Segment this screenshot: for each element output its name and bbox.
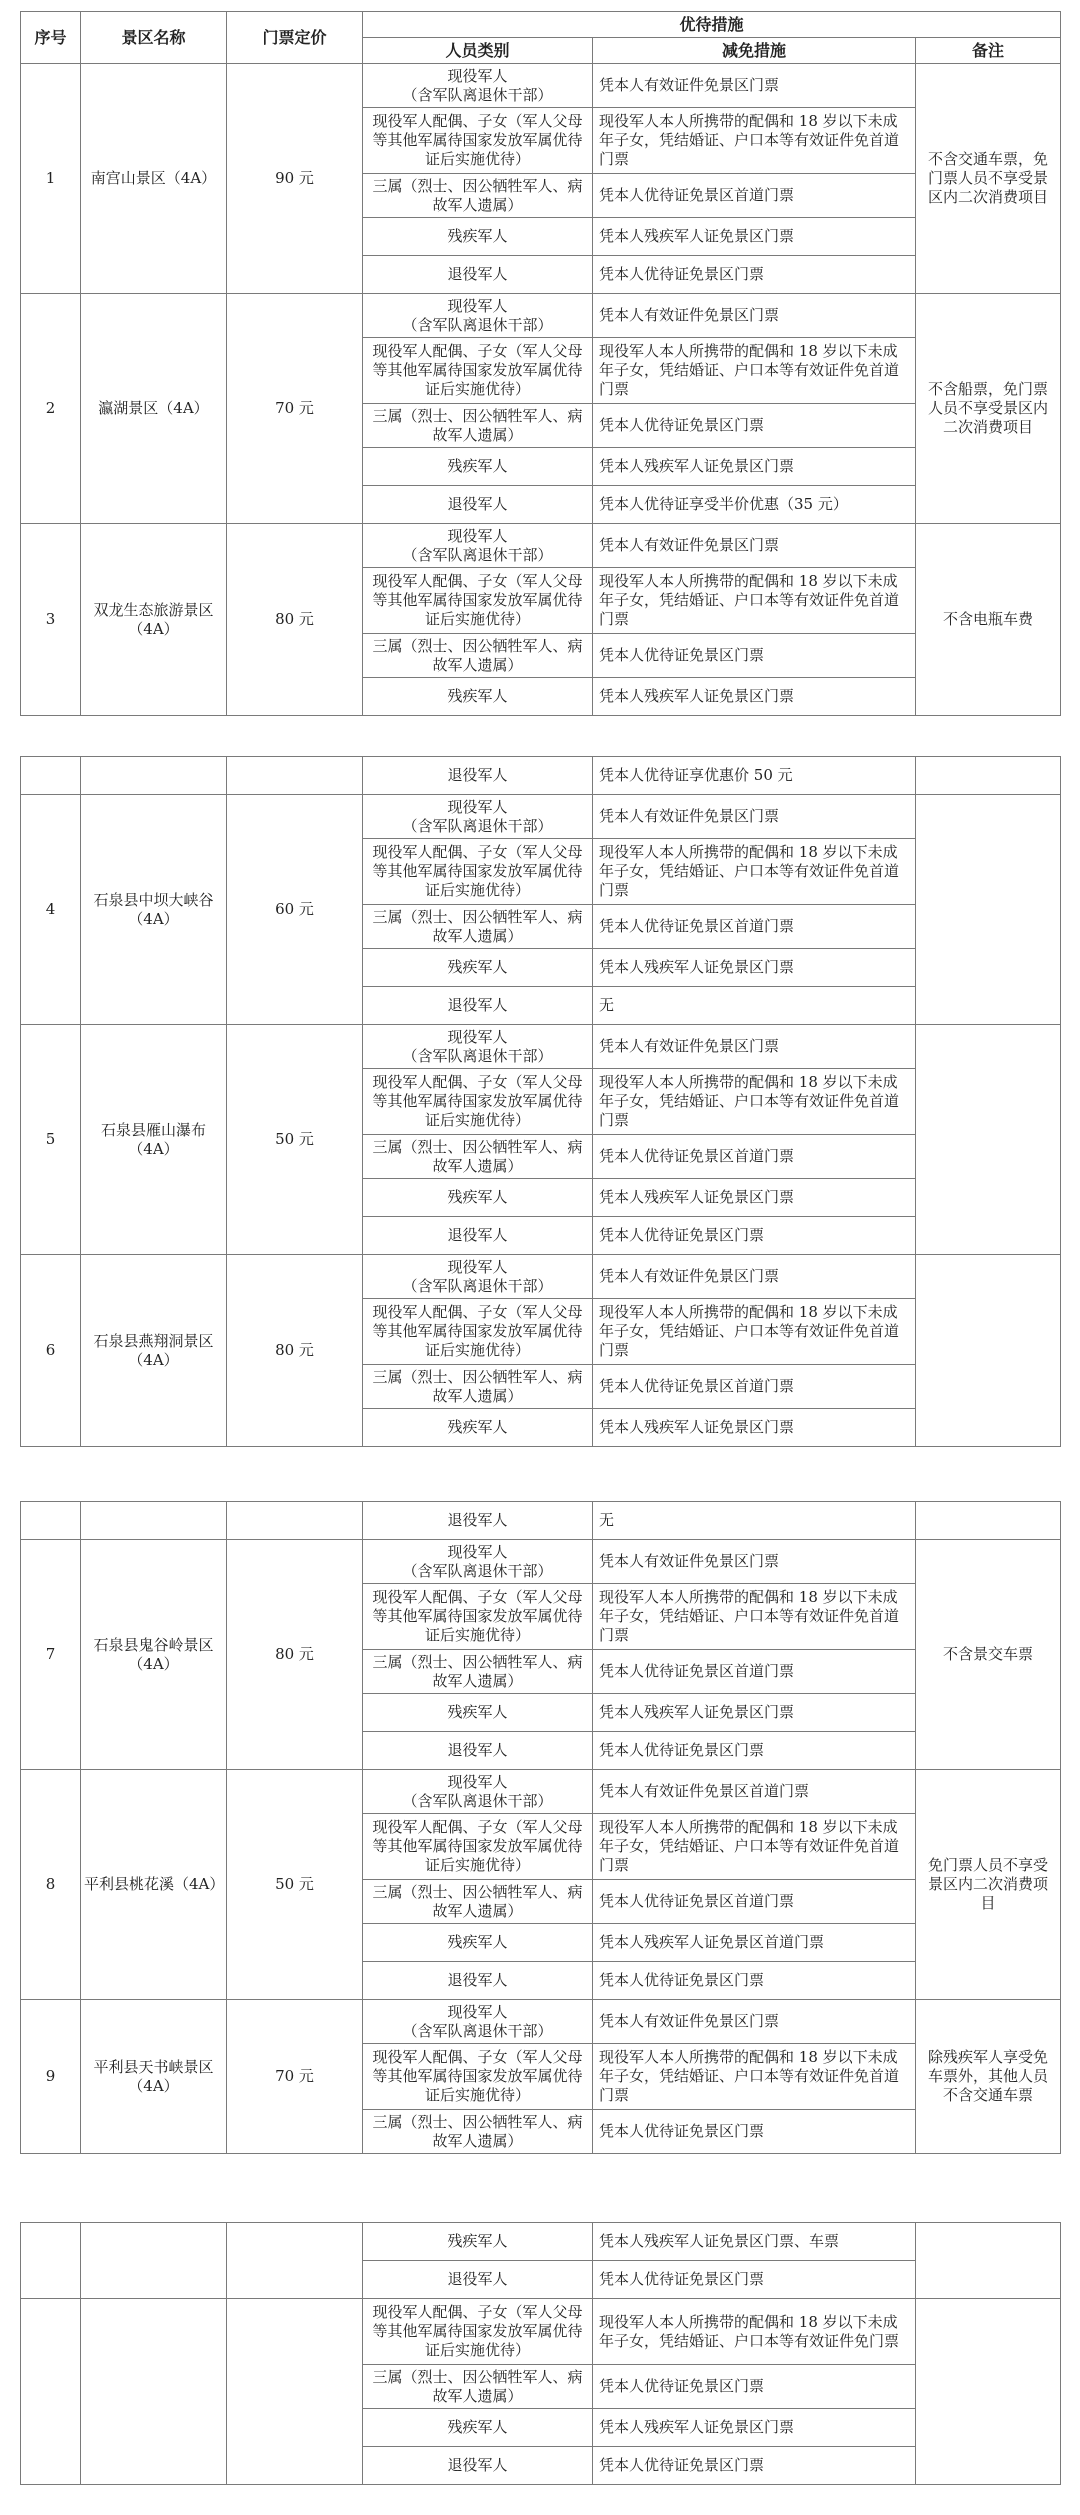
personnel-category-cell: 残疾军人 <box>363 949 593 987</box>
empty-name-cell <box>81 757 227 795</box>
empty-price-cell <box>227 2223 363 2299</box>
reduction-measure-cell: 凭本人有效证件免景区门票 <box>593 1540 916 1584</box>
personnel-category-cell: 现役军人 （含军队离退休干部） <box>363 294 593 338</box>
table-row <box>21 294 1061 338</box>
remarks-cell: 不含景交车票 <box>916 1540 1061 1770</box>
reduction-measure-cell: 凭本人有效证件免景区门票 <box>593 2000 916 2044</box>
personnel-category-cell: 现役军人 （含军队离退休干部） <box>363 64 593 108</box>
personnel-category-cell: 现役军人配偶、子女（军人父母等其他军属待国家发放军属优待证后实施优待） <box>363 2044 593 2110</box>
reduction-measure-cell: 凭本人优待证免景区门票 <box>593 2365 916 2409</box>
reduction-measure-cell: 凭本人优待证享受半价优惠（35 元） <box>593 486 916 524</box>
table-row <box>21 2000 1061 2044</box>
personnel-category-cell: 现役军人配偶、子女（军人父母等其他军属待国家发放军属优待证后实施优待） <box>363 1814 593 1880</box>
personnel-category-cell: 三属（烈士、因公牺牲军人、病故军人遗属） <box>363 404 593 448</box>
reduction-measure-cell: 凭本人优待证免景区首道门票 <box>593 1135 916 1179</box>
personnel-category-cell: 现役军人配偶、子女（军人父母等其他军属待国家发放军属优待证后实施优待） <box>363 108 593 174</box>
header-preferential-measures: 优待措施 <box>363 12 1061 38</box>
reduction-measure-cell: 凭本人有效证件免景区门票 <box>593 294 916 338</box>
personnel-category-cell: 退役军人 <box>363 1732 593 1770</box>
row-number-cell: 3 <box>21 524 81 716</box>
reduction-measure-cell: 凭本人优待证免景区门票 <box>593 2447 916 2485</box>
reduction-measure-cell: 凭本人优待证免景区门票 <box>593 1732 916 1770</box>
reduction-measure-cell: 凭本人残疾军人证免景区门票 <box>593 949 916 987</box>
reduction-measure-cell: 凭本人优待证免景区首道门票 <box>593 1650 916 1694</box>
reduction-measure-cell: 凭本人有效证件免景区门票 <box>593 1025 916 1069</box>
reduction-measure-cell: 凭本人残疾军人证免景区门票 <box>593 1179 916 1217</box>
reduction-measure-cell: 凭本人优待证免景区门票 <box>593 1962 916 2000</box>
personnel-category-cell: 现役军人配偶、子女（军人父母等其他军属待国家发放军属优待证后实施优待） <box>363 1299 593 1365</box>
personnel-category-cell: 残疾军人 <box>363 2409 593 2447</box>
reduction-measure-cell: 凭本人优待证免景区门票 <box>593 634 916 678</box>
empty-no-cell <box>21 2223 81 2299</box>
personnel-category-cell: 现役军人配偶、子女（军人父母等其他军属待国家发放军属优待证后实施优待） <box>363 2299 593 2365</box>
scenic-discount-table-page-3 <box>20 1501 1061 2154</box>
personnel-category-cell: 退役军人 <box>363 486 593 524</box>
personnel-category-cell: 现役军人配偶、子女（军人父母等其他军属待国家发放军属优待证后实施优待） <box>363 1069 593 1135</box>
reduction-measure-cell: 现役军人本人所携带的配偶和 18 岁以下未成年子女，凭结婚证、户口本等有效证件免首道门票 <box>593 108 916 174</box>
remarks-cell: 免门票人员不享受景区内二次消费项目 <box>916 1770 1061 2000</box>
ticket-price-cell: 80 元 <box>227 524 363 716</box>
reduction-measure-cell: 凭本人优待证免景区首道门票 <box>593 1365 916 1409</box>
personnel-category-cell: 退役军人 <box>363 2447 593 2485</box>
reduction-measure-cell: 无 <box>593 1502 916 1540</box>
reduction-measure-cell: 现役军人本人所携带的配偶和 18 岁以下未成年子女，凭结婚证、户口本等有效证件免首道门票 <box>593 839 916 905</box>
personnel-category-cell: 现役军人 （含军队离退休干部） <box>363 1255 593 1299</box>
reduction-measure-cell: 凭本人优待证免景区门票 <box>593 2261 916 2299</box>
reduction-measure-cell: 现役军人本人所携带的配偶和 18 岁以下未成年子女，凭结婚证、户口本等有效证件免首道门票 <box>593 1814 916 1880</box>
reduction-measure-cell: 无 <box>593 987 916 1025</box>
personnel-category-cell: 现役军人 （含军队离退休干部） <box>363 1025 593 1069</box>
header-no: 序号 <box>21 12 81 64</box>
remarks-cell: 不含船票，免门票人员不享受景区内二次消费项目 <box>916 294 1061 524</box>
personnel-category-cell: 三属（烈士、因公牺牲军人、病故军人遗属） <box>363 1365 593 1409</box>
personnel-category-cell: 退役军人 <box>363 1962 593 2000</box>
scenic-discount-table-page-1 <box>20 11 1061 716</box>
remarks-cell: 除残疾军人享受免车票外，其他人员不含交通车票 <box>916 2000 1061 2154</box>
personnel-category-cell: 现役军人 （含军队离退休干部） <box>363 795 593 839</box>
row-number-cell: 2 <box>21 294 81 524</box>
empty-note-cell <box>916 1502 1061 1540</box>
reduction-measure-cell: 凭本人有效证件免景区门票 <box>593 795 916 839</box>
ticket-price-cell: 60 元 <box>227 795 363 1025</box>
personnel-category-cell: 现役军人 （含军队离退休干部） <box>363 524 593 568</box>
scenic-name-cell: 瀛湖景区（4A） <box>81 294 227 524</box>
personnel-category-cell: 退役军人 <box>363 256 593 294</box>
scenic-name-cell: 平利县天书峡景区（4A） <box>81 2000 227 2154</box>
table-row <box>21 1025 1061 1069</box>
personnel-category-cell: 残疾军人 <box>363 1694 593 1732</box>
scenic-discount-table-page-2 <box>20 756 1061 1447</box>
scenic-name-cell: 石泉县鬼谷岭景区（4A） <box>81 1540 227 1770</box>
row-number-cell: 5 <box>21 1025 81 1255</box>
personnel-category-cell: 残疾军人 <box>363 448 593 486</box>
ticket-price-cell: 50 元 <box>227 1770 363 2000</box>
reduction-measure-cell: 凭本人优待证免景区首道门票 <box>593 905 916 949</box>
personnel-category-cell: 现役军人配偶、子女（军人父母等其他军属待国家发放军属优待证后实施优待） <box>363 1584 593 1650</box>
personnel-category-cell: 退役军人 <box>363 2261 593 2299</box>
reduction-measure-cell: 现役军人本人所携带的配偶和 18 岁以下未成年子女，凭结婚证、户口本等有效证件免首道门票 <box>593 1299 916 1365</box>
empty-note-cell <box>916 2299 1061 2485</box>
reduction-measure-cell: 凭本人有效证件免景区门票 <box>593 1255 916 1299</box>
ticket-price-cell: 90 元 <box>227 64 363 294</box>
personnel-category-cell: 三属（烈士、因公牺牲军人、病故军人遗属） <box>363 174 593 218</box>
row-number-cell: 6 <box>21 1255 81 1447</box>
scenic-name-cell: 石泉县燕翔洞景区（4A） <box>81 1255 227 1447</box>
empty-price-cell <box>227 1502 363 1540</box>
personnel-category-cell: 残疾军人 <box>363 218 593 256</box>
reduction-measure-cell: 凭本人有效证件免景区门票 <box>593 524 916 568</box>
personnel-category-cell: 残疾军人 <box>363 678 593 716</box>
table-row <box>21 1540 1061 1584</box>
remarks-cell <box>916 795 1061 1025</box>
personnel-category-cell: 三属（烈士、因公牺牲军人、病故军人遗属） <box>363 2365 593 2409</box>
reduction-measure-cell: 凭本人有效证件免景区首道门票 <box>593 1770 916 1814</box>
header-scenic-name: 景区名称 <box>81 12 227 64</box>
personnel-category-cell: 退役军人 <box>363 757 593 795</box>
ticket-price-cell: 70 元 <box>227 294 363 524</box>
remarks-cell: 不含交通车票，免门票人员不享受景区内二次消费项目 <box>916 64 1061 294</box>
scenic-name-cell: 石泉县中坝大峡谷（4A） <box>81 795 227 1025</box>
reduction-measure-cell: 凭本人优待证免景区门票 <box>593 256 916 294</box>
reduction-measure-cell: 凭本人优待证免景区首道门票 <box>593 174 916 218</box>
empty-name-cell <box>81 2223 227 2299</box>
reduction-measure-cell: 凭本人残疾军人证免景区门票 <box>593 2409 916 2447</box>
personnel-category-cell: 现役军人配偶、子女（军人父母等其他军属待国家发放军属优待证后实施优待） <box>363 568 593 634</box>
scenic-name-cell: 平利县桃花溪（4A） <box>81 1770 227 2000</box>
header-ticket-price: 门票定价 <box>227 12 363 64</box>
personnel-category-cell: 三属（烈士、因公牺牲军人、病故军人遗属） <box>363 1650 593 1694</box>
reduction-measure-cell: 凭本人优待证免景区门票 <box>593 1217 916 1255</box>
personnel-category-cell: 现役军人配偶、子女（军人父母等其他军属待国家发放军属优待证后实施优待） <box>363 338 593 404</box>
table-row <box>21 757 1061 795</box>
remarks-cell: 不含电瓶车费 <box>916 524 1061 716</box>
personnel-category-cell: 三属（烈士、因公牺牲军人、病故军人遗属） <box>363 2110 593 2154</box>
row-number-cell: 4 <box>21 795 81 1025</box>
header-reduction-measure: 减免措施 <box>593 38 916 64</box>
reduction-measure-cell: 凭本人残疾军人证免景区门票 <box>593 218 916 256</box>
personnel-category-cell: 残疾军人 <box>363 1179 593 1217</box>
row-number-cell: 7 <box>21 1540 81 1770</box>
table-row <box>21 1770 1061 1814</box>
scenic-discount-table-page-4 <box>20 2222 1061 2485</box>
personnel-category-cell: 现役军人 （含军队离退休干部） <box>363 1540 593 1584</box>
table-row <box>21 524 1061 568</box>
table-body <box>21 757 1061 1447</box>
personnel-category-cell: 退役军人 <box>363 987 593 1025</box>
ticket-price-cell: 50 元 <box>227 1025 363 1255</box>
personnel-category-cell: 三属（烈士、因公牺牲军人、病故军人遗属） <box>363 1135 593 1179</box>
table-row <box>21 2223 1061 2261</box>
personnel-category-cell: 三属（烈士、因公牺牲军人、病故军人遗属） <box>363 905 593 949</box>
table-body <box>21 1502 1061 2154</box>
reduction-measure-cell: 现役军人本人所携带的配偶和 18 岁以下未成年子女，凭结婚证、户口本等有效证件免首道门票 <box>593 338 916 404</box>
reduction-measure-cell: 现役军人本人所携带的配偶和 18 岁以下未成年子女，凭结婚证、户口本等有效证件免首道门票 <box>593 1584 916 1650</box>
reduction-measure-cell: 凭本人残疾军人证免景区门票、车票 <box>593 2223 916 2261</box>
personnel-category-cell: 残疾军人 <box>363 2223 593 2261</box>
ticket-price-cell: 80 元 <box>227 1540 363 1770</box>
ticket-price-cell: 80 元 <box>227 1255 363 1447</box>
table-row <box>21 1502 1061 1540</box>
empty-price-cell <box>227 2299 363 2485</box>
personnel-category-cell: 现役军人 （含军队离退休干部） <box>363 2000 593 2044</box>
empty-name-cell <box>81 1502 227 1540</box>
empty-price-cell <box>227 757 363 795</box>
table-body <box>21 2223 1061 2485</box>
personnel-category-cell: 退役军人 <box>363 1217 593 1255</box>
reduction-measure-cell: 凭本人优待证享优惠价 50 元 <box>593 757 916 795</box>
scenic-name-cell: 南宫山景区（4A） <box>81 64 227 294</box>
empty-no-cell <box>21 1502 81 1540</box>
reduction-measure-cell: 凭本人有效证件免景区门票 <box>593 64 916 108</box>
empty-no-cell <box>21 2299 81 2485</box>
personnel-category-cell: 残疾军人 <box>363 1409 593 1447</box>
reduction-measure-cell: 凭本人残疾军人证免景区门票 <box>593 1409 916 1447</box>
personnel-category-cell: 残疾军人 <box>363 1924 593 1962</box>
scenic-name-cell: 石泉县雁山瀑布（4A） <box>81 1025 227 1255</box>
ticket-price-cell: 70 元 <box>227 2000 363 2154</box>
header-remarks: 备注 <box>916 38 1061 64</box>
reduction-measure-cell: 现役军人本人所携带的配偶和 18 岁以下未成年子女，凭结婚证、户口本等有效证件免首道门票 <box>593 1069 916 1135</box>
reduction-measure-cell: 凭本人残疾军人证免景区门票 <box>593 1694 916 1732</box>
empty-note-cell <box>916 2223 1061 2299</box>
remarks-cell <box>916 1025 1061 1255</box>
reduction-measure-cell: 凭本人优待证免景区门票 <box>593 404 916 448</box>
row-number-cell: 1 <box>21 64 81 294</box>
reduction-measure-cell: 凭本人残疾军人证免景区门票 <box>593 678 916 716</box>
row-number-cell: 8 <box>21 1770 81 2000</box>
remarks-cell <box>916 1255 1061 1447</box>
personnel-category-cell: 现役军人 （含军队离退休干部） <box>363 1770 593 1814</box>
personnel-category-cell: 现役军人配偶、子女（军人父母等其他军属待国家发放军属优待证后实施优待） <box>363 839 593 905</box>
table-row <box>21 795 1061 839</box>
reduction-measure-cell: 凭本人残疾军人证免景区首道门票 <box>593 1924 916 1962</box>
reduction-measure-cell: 现役军人本人所携带的配偶和 18 岁以下未成年子女，凭结婚证、户口本等有效证件免首道门票 <box>593 568 916 634</box>
reduction-measure-cell: 凭本人优待证免景区首道门票 <box>593 1880 916 1924</box>
table-row <box>21 2299 1061 2365</box>
personnel-category-cell: 退役军人 <box>363 1502 593 1540</box>
empty-note-cell <box>916 757 1061 795</box>
scenic-name-cell: 双龙生态旅游景区（4A） <box>81 524 227 716</box>
reduction-measure-cell: 现役军人本人所携带的配偶和 18 岁以下未成年子女，凭结婚证、户口本等有效证件免首道门票 <box>593 2044 916 2110</box>
table-row <box>21 1255 1061 1299</box>
reduction-measure-cell: 凭本人优待证免景区门票 <box>593 2110 916 2154</box>
reduction-measure-cell: 凭本人残疾军人证免景区门票 <box>593 448 916 486</box>
empty-name-cell <box>81 2299 227 2485</box>
reduction-measure-cell: 现役军人本人所携带的配偶和 18 岁以下未成年子女，凭结婚证、户口本等有效证件免门票 <box>593 2299 916 2365</box>
row-number-cell: 9 <box>21 2000 81 2154</box>
table-body <box>21 64 1061 716</box>
empty-no-cell <box>21 757 81 795</box>
header-personnel-category: 人员类别 <box>363 38 593 64</box>
personnel-category-cell: 三属（烈士、因公牺牲军人、病故军人遗属） <box>363 634 593 678</box>
table-row <box>21 64 1061 108</box>
personnel-category-cell: 三属（烈士、因公牺牲军人、病故军人遗属） <box>363 1880 593 1924</box>
